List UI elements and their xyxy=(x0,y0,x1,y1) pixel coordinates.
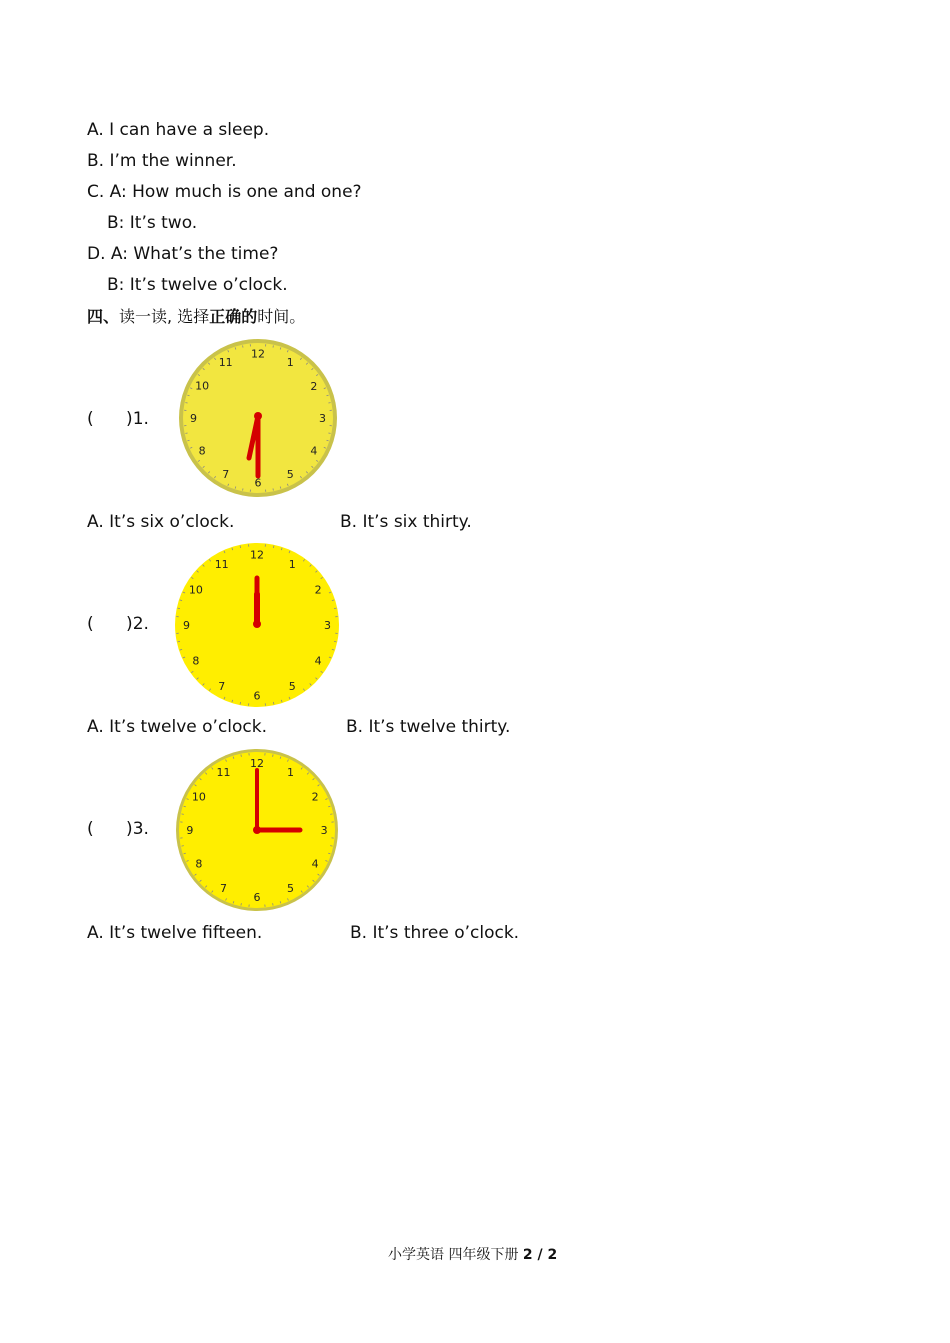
clock-numeral: 12 xyxy=(251,347,265,361)
option-b-text: B. I’m the winner. xyxy=(87,151,237,171)
clock-numeral: 4 xyxy=(314,654,322,668)
footer-subject: 小学英语 xyxy=(388,1247,444,1263)
clock-numeral: 2 xyxy=(311,790,319,804)
question-1-label: ( )1. xyxy=(87,409,149,429)
clock-numeral: 5 xyxy=(288,680,296,694)
option-c-answer-text: B: It’s two. xyxy=(107,213,198,233)
clock-numeral: 8 xyxy=(198,444,206,458)
clock-tick xyxy=(178,608,180,609)
clock-numeral: 4 xyxy=(310,444,318,458)
clock-numeral: 9 xyxy=(183,619,190,632)
clock-numeral: 8 xyxy=(195,857,203,871)
clock-numeral: 6 xyxy=(253,891,261,905)
section-heading-text: 读一读, 选择 xyxy=(119,307,210,326)
section-heading xyxy=(87,307,305,327)
clock-tick xyxy=(240,546,241,548)
clock-tick xyxy=(273,903,274,905)
clock-numeral: 6 xyxy=(254,476,262,490)
clock-numeral: 1 xyxy=(287,765,294,779)
clock-numeral: 12 xyxy=(250,548,264,562)
section-heading-end: 时间。 xyxy=(257,307,306,326)
clock-tick xyxy=(334,608,336,609)
question-3-option-a: A. It’s twelve fifteen. xyxy=(87,923,263,943)
clock-tick xyxy=(182,814,184,815)
question-2-option-a: A. It’s twelve o’clock. xyxy=(87,717,268,737)
clock-1-image xyxy=(176,336,340,500)
clock-tick xyxy=(273,702,274,704)
clock-tick xyxy=(182,846,184,847)
clock-numeral: 12 xyxy=(250,756,264,770)
clock-numeral: 8 xyxy=(192,654,200,668)
clock-tick xyxy=(241,755,242,757)
clock-numeral: 10 xyxy=(195,379,210,393)
question-2-option-b: B. It’s twelve thirty. xyxy=(346,717,511,737)
clock-numeral: 3 xyxy=(324,619,331,632)
question-3-option-b: B. It’s three o’clock. xyxy=(350,923,520,943)
clock-3-image xyxy=(174,748,342,914)
option-a-text: A. I can have a sleep. xyxy=(87,120,270,140)
clock-tick xyxy=(178,641,180,642)
page-footer xyxy=(388,1246,557,1264)
section-number: 四、 xyxy=(87,307,120,326)
clock-numeral: 10 xyxy=(191,790,206,804)
clock-numeral: 5 xyxy=(286,467,294,481)
clock-numeral: 9 xyxy=(186,824,194,837)
clock-numeral: 10 xyxy=(188,583,203,597)
clock-numeral: 3 xyxy=(319,412,326,425)
clock-tick xyxy=(241,903,242,905)
clock-tick xyxy=(273,546,274,548)
clock-tick xyxy=(330,846,332,847)
question-1-option-a: A. It’s six o’clock. xyxy=(87,512,235,532)
clock-numeral: 11 xyxy=(216,765,231,779)
page-number: 2 / 2 xyxy=(522,1247,558,1263)
clock-numeral: 11 xyxy=(214,557,229,571)
footer-grade: 四年级下册 xyxy=(448,1247,519,1263)
clock-tick xyxy=(334,641,336,642)
question-3-label: ( )3. xyxy=(87,819,149,839)
clock-tick xyxy=(330,814,332,815)
clock-numeral: 7 xyxy=(220,882,227,896)
clock-numeral: 2 xyxy=(310,379,318,393)
clock-numeral: 11 xyxy=(218,356,233,370)
clock-numeral: 1 xyxy=(286,356,294,370)
section-heading-emphasis: 正确的 xyxy=(209,307,258,326)
clock-numeral: 1 xyxy=(288,557,296,571)
clock-numeral: 7 xyxy=(222,467,230,481)
option-d-answer-text: B: It’s twelve o’clock. xyxy=(107,275,288,295)
clock-numeral: 7 xyxy=(218,680,226,694)
clock-numeral: 2 xyxy=(314,583,322,597)
clock-numeral: 6 xyxy=(253,689,261,703)
clock-numeral: 9 xyxy=(190,412,197,425)
clock-numeral: 3 xyxy=(320,824,328,837)
option-d-text: D. A: What’s the time? xyxy=(87,244,279,264)
clock-numeral: 5 xyxy=(287,882,294,896)
clock-tick xyxy=(240,702,241,704)
question-2-label: ( )2. xyxy=(87,614,149,634)
option-c-text: C. A: How much is one and one? xyxy=(87,182,362,202)
question-1-option-b: B. It’s six thirty. xyxy=(340,512,472,532)
clock-2-image xyxy=(174,542,340,708)
clock-numeral: 4 xyxy=(311,857,319,871)
clock-tick xyxy=(273,755,274,757)
